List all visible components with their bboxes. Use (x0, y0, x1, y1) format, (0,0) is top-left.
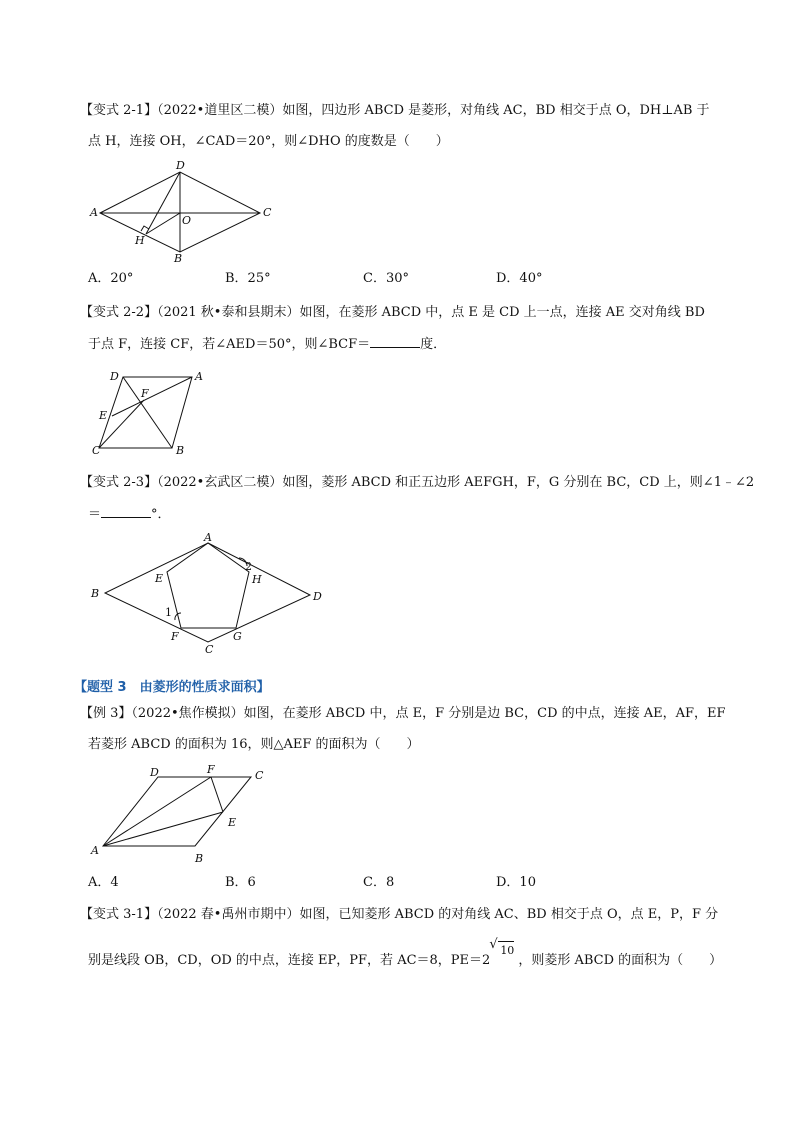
ex3-label-D: D (150, 766, 159, 779)
ex3-label-A: A (91, 844, 99, 857)
v21-option-c: C．30° (363, 271, 409, 286)
v21-label-A: A (90, 206, 98, 219)
v21-label-O: O (182, 214, 192, 227)
v22-label-E: E (99, 409, 108, 422)
v21-label-H: H (135, 234, 145, 247)
sqrt-radicand: 10 (498, 941, 514, 960)
v23-label-G: G (233, 630, 242, 643)
ex3-option-c: C．8 (363, 875, 395, 890)
sqrt-expression: √ 10 (490, 952, 518, 970)
v23-line2-eq: ＝ (88, 507, 102, 522)
ex3-label-B: B (195, 852, 204, 865)
ex3-option-d: D．10 (496, 875, 536, 890)
section-heading-type3: 【题型 3 由菱形的性质求面积】 (74, 680, 270, 695)
v21-option-d: D．40° (496, 271, 543, 286)
v31-question-line2 (88, 937, 723, 970)
ex3-label-E: E (228, 816, 237, 829)
v21-label-C: C (263, 206, 272, 219)
v22-line2-end: 度． (420, 337, 447, 352)
v21-label-B: B (174, 252, 183, 265)
v21-option-b: B．25° (225, 271, 271, 286)
v22-label-C: C (92, 444, 101, 457)
v23-label-A: A (204, 531, 212, 544)
ex3-option-b: B．6 (225, 875, 256, 890)
v22-label-B: B (176, 444, 185, 457)
v23-label-F: F (171, 630, 179, 643)
v22-label-D: D (110, 370, 119, 383)
v23-label-C: C (205, 643, 214, 656)
v21-option-a: A．20° (88, 271, 134, 286)
ex3-label-F: F (207, 763, 215, 776)
v23-label-D: D (313, 590, 322, 603)
v22-label-F: F (141, 387, 149, 400)
v23-label-2: 2 (245, 560, 252, 573)
v22-line2-text: 于点 F，连接 CF，若∠AED＝50°，则∠BCF＝ (88, 337, 371, 352)
v23-label-E: E (155, 572, 164, 585)
v23-label-B: B (91, 587, 100, 600)
ex3-question-line1: 【例 3】（2022•焦作模拟）如图，在菱形 ABCD 中，点 E，F 分别是边 BC，CD 的中点，连接 AE，AF，EF (80, 706, 726, 721)
v21-label-D: D (176, 159, 185, 172)
v23-question-line1: 【变式 2-3】（2022•玄武区二模）如图，菱形 ABCD 和正五边形 AEFGH，F，G 分别在 BC，CD 上，则∠1﹣∠2 (80, 475, 755, 490)
v31-line2-end: ，则菱形 ABCD 的面积为（ ） (518, 953, 723, 968)
ex3-label-C: C (255, 769, 264, 782)
v23-line2-end: °． (151, 507, 171, 522)
v21-question-line1: 【变式 2-1】（2022•道里区二模）如图，四边形 ABCD 是菱形，对角线 AC，BD 相交于点 O，DH⊥AB 于 (80, 103, 710, 118)
v23-label-H: H (252, 573, 262, 586)
v31-line2-text: 别是线段 OB，CD，OD 的中点，连接 EP，PF，若 AC＝8，PE＝2 (88, 953, 491, 968)
v21-question-line2: 点 H，连接 OH，∠CAD＝20°，则∠DHO 的度数是（ ） (88, 134, 449, 149)
v31-question-line1: 【变式 3-1】（2022 春•禹州市期中）如图，已知菱形 ABCD 的对角线 AC、BD 相交于点 O，点 E，P，F 分 (80, 907, 719, 922)
ex3-question-line2: 若菱形 ABCD 的面积为 16，则△AEF 的面积为（ ） (88, 737, 420, 752)
v22-label-A: A (195, 370, 203, 383)
ex3-option-a: A．4 (88, 875, 119, 890)
v22-question-line1: 【变式 2-2】（2021 秋•泰和县期末）如图，在菱形 ABCD 中，点 E 是 CD 上一点，连接 AE 交对角线 BD (80, 305, 705, 320)
v23-label-1: 1 (165, 606, 172, 619)
